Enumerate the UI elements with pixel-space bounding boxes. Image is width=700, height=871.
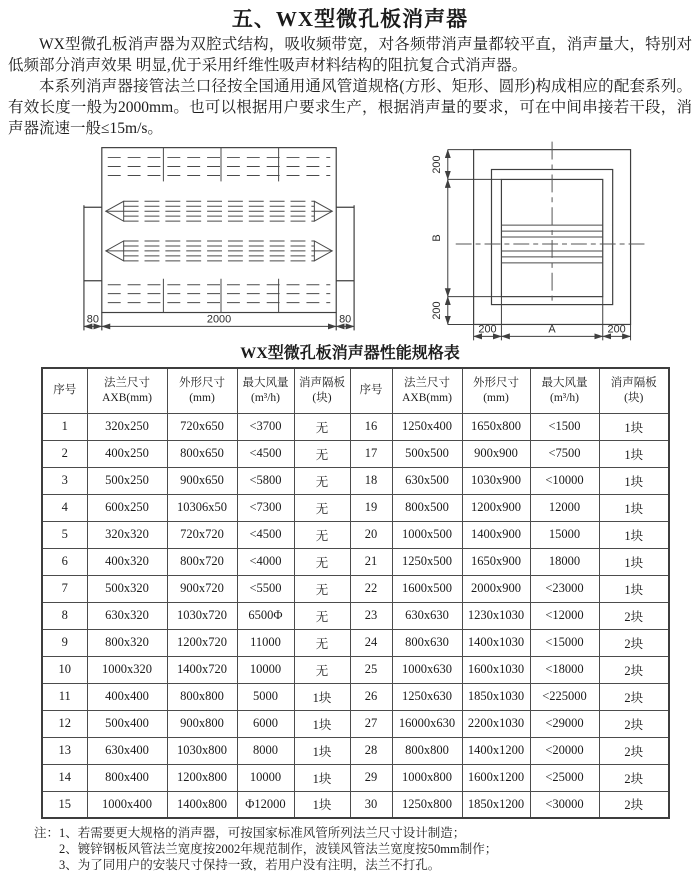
dim-label-length: 2000 xyxy=(206,313,232,326)
cell-max-flow: 6500Φ xyxy=(237,602,294,629)
cell-seq: 24 xyxy=(350,629,392,656)
spec-table-header-row xyxy=(42,368,669,413)
cell-seq: 12 xyxy=(42,710,87,737)
cell-baffle-count: 1块 xyxy=(599,548,669,575)
cell-outer-size: 900x650 xyxy=(167,467,237,494)
cell-seq: 27 xyxy=(350,710,392,737)
cell-flange-size: 1000x800 xyxy=(392,764,462,791)
cell-max-flow: 10000 xyxy=(237,764,294,791)
cell-flange-size: 630x400 xyxy=(87,737,167,764)
cell-baffle-count: 1块 xyxy=(294,683,350,710)
cell-baffle-count: 无 xyxy=(294,656,350,683)
side-view-diagram xyxy=(74,141,390,341)
cell-outer-size: 720x650 xyxy=(167,413,237,440)
cell-seq: 18 xyxy=(350,467,392,494)
cell-baffle-count: 2块 xyxy=(599,656,669,683)
cell-baffle-count: 1块 xyxy=(599,467,669,494)
cell-flange-size: 1250x500 xyxy=(392,548,462,575)
dim-label-top-margin: 200 xyxy=(430,155,443,174)
dim-label-height-B: B xyxy=(430,234,443,242)
spec-table-title: WX型微孔板消声器性能规格表 xyxy=(240,345,460,362)
cell-max-flow: <4000 xyxy=(237,548,294,575)
cell-outer-size: 1400x800 xyxy=(167,791,237,818)
cell-baffle-count: 2块 xyxy=(599,710,669,737)
cell-seq: 11 xyxy=(42,683,87,710)
cell-seq: 14 xyxy=(42,764,87,791)
header-baffle-left: 消声隔板 (块) xyxy=(294,368,350,413)
cell-flange-size: 1000x630 xyxy=(392,656,462,683)
spec-row xyxy=(42,602,669,629)
spec-row xyxy=(42,575,669,602)
dim-label-flange-left: 80 xyxy=(86,313,99,326)
cell-baffle-count: 1块 xyxy=(599,575,669,602)
cell-max-flow: <15000 xyxy=(530,629,599,656)
cell-baffle-count: 2块 xyxy=(599,683,669,710)
spec-row xyxy=(42,521,669,548)
cell-max-flow: <7300 xyxy=(237,494,294,521)
cell-seq: 9 xyxy=(42,629,87,656)
cell-seq: 17 xyxy=(350,440,392,467)
cell-outer-size: 1400x1030 xyxy=(462,629,530,656)
height-dimension-line xyxy=(448,150,502,325)
spec-row xyxy=(42,413,669,440)
cell-max-flow: <3700 xyxy=(237,413,294,440)
cell-outer-size: 900x720 xyxy=(167,575,237,602)
header-flow-left: 最大风量 (m³/h) xyxy=(237,368,294,413)
cell-baffle-count: 无 xyxy=(294,413,350,440)
cell-max-flow: <23000 xyxy=(530,575,599,602)
dim-label-flange-right: 80 xyxy=(339,313,352,326)
cell-flange-size: 500x500 xyxy=(392,440,462,467)
cell-flange-size: 1250x800 xyxy=(392,791,462,818)
dim-label-bottom-margin: 200 xyxy=(430,301,443,320)
spec-row xyxy=(42,440,669,467)
cell-max-flow: 8000 xyxy=(237,737,294,764)
cell-outer-size: 1200x800 xyxy=(167,764,237,791)
header-flange-left: 法兰尺寸 AXB(mm) xyxy=(87,368,167,413)
cell-baffle-count: 1块 xyxy=(294,710,350,737)
cell-flange-size: 320x320 xyxy=(87,521,167,548)
cell-max-flow: <5500 xyxy=(237,575,294,602)
cell-outer-size: 1030x720 xyxy=(167,602,237,629)
spec-row xyxy=(42,710,669,737)
cell-baffle-count: 2块 xyxy=(599,764,669,791)
cross-section-diagram xyxy=(416,141,692,345)
cell-seq: 4 xyxy=(42,494,87,521)
spec-row xyxy=(42,467,669,494)
cell-baffle-count: 1块 xyxy=(599,413,669,440)
cell-flange-size: 400x250 xyxy=(87,440,167,467)
cell-max-flow: <1500 xyxy=(530,413,599,440)
cell-outer-size: 900x900 xyxy=(462,440,530,467)
cell-max-flow: <4500 xyxy=(237,521,294,548)
centerlines xyxy=(456,142,649,303)
cell-max-flow: 10000 xyxy=(237,656,294,683)
spec-row xyxy=(42,764,669,791)
cell-flange-size: 16000x630 xyxy=(392,710,462,737)
cell-flange-size: 500x320 xyxy=(87,575,167,602)
cell-baffle-count: 无 xyxy=(294,467,350,494)
cell-flange-size: 500x400 xyxy=(87,710,167,737)
cell-max-flow: <10000 xyxy=(530,467,599,494)
header-flange-right: 法兰尺寸 AXB(mm) xyxy=(392,368,462,413)
cell-outer-size: 1850x1030 xyxy=(462,683,530,710)
cell-max-flow: <225000 xyxy=(530,683,599,710)
spec-row xyxy=(42,791,669,818)
cell-flange-size: 1000x400 xyxy=(87,791,167,818)
spec-row xyxy=(42,737,669,764)
cell-max-flow: <25000 xyxy=(530,764,599,791)
cell-max-flow: 11000 xyxy=(237,629,294,656)
cell-max-flow: <12000 xyxy=(530,602,599,629)
cell-max-flow: 18000 xyxy=(530,548,599,575)
cell-flange-size: 500x250 xyxy=(87,467,167,494)
cell-baffle-count: 无 xyxy=(294,629,350,656)
cell-baffle-count: 1块 xyxy=(599,494,669,521)
cell-outer-size: 1600x1030 xyxy=(462,656,530,683)
center-splitter-baffles xyxy=(106,201,332,261)
cell-outer-size: 1600x1200 xyxy=(462,764,530,791)
cell-seq: 8 xyxy=(42,602,87,629)
dim-label-left-margin: 200 xyxy=(478,323,497,336)
cell-flange-size: 800x320 xyxy=(87,629,167,656)
cell-seq: 15 xyxy=(42,791,87,818)
cell-max-flow: 12000 xyxy=(530,494,599,521)
cell-baffle-count: 1块 xyxy=(599,521,669,548)
cell-flange-size: 800x400 xyxy=(87,764,167,791)
cell-max-flow: Φ12000 xyxy=(237,791,294,818)
cell-outer-size: 2000x900 xyxy=(462,575,530,602)
spec-row xyxy=(42,629,669,656)
cell-flange-size: 800x800 xyxy=(392,737,462,764)
cell-seq: 16 xyxy=(350,413,392,440)
dim-label-right-margin: 200 xyxy=(607,323,626,336)
spec-row xyxy=(42,683,669,710)
cell-outer-size: 1230x1030 xyxy=(462,602,530,629)
header-baffle-right: 消声隔板 (块) xyxy=(599,368,669,413)
cell-outer-size: 800x800 xyxy=(167,683,237,710)
cell-flange-size: 800x630 xyxy=(392,629,462,656)
footnote-prefix: 注： xyxy=(34,826,60,840)
cell-outer-size: 800x720 xyxy=(167,548,237,575)
cell-seq: 6 xyxy=(42,548,87,575)
cell-baffle-count: 1块 xyxy=(599,440,669,467)
cell-flange-size: 320x250 xyxy=(87,413,167,440)
cell-outer-size: 10306x50 xyxy=(167,494,237,521)
cell-flange-size: 630x630 xyxy=(392,602,462,629)
footnotes xyxy=(34,825,692,871)
cell-max-flow: <5800 xyxy=(237,467,294,494)
cell-max-flow: <4500 xyxy=(237,440,294,467)
cell-max-flow: <18000 xyxy=(530,656,599,683)
cell-max-flow: <20000 xyxy=(530,737,599,764)
cell-max-flow: <7500 xyxy=(530,440,599,467)
intro-paragraph-2: 本系列消声器接管法兰口径按全国通用通风管道规格(方形、矩形、圆形)构成相应的配套系列。有效长度一般为2000mm。也可以根据用户要求生产，根据消声量的要求，可在中间串接若干段，消声器流速一般≤15m/s。 xyxy=(8,78,692,137)
cell-outer-size: 1030x900 xyxy=(462,467,530,494)
spec-table xyxy=(41,367,670,819)
cell-outer-size: 1650x900 xyxy=(462,548,530,575)
cell-max-flow: <29000 xyxy=(530,710,599,737)
intro-text xyxy=(8,34,692,139)
cell-max-flow: 15000 xyxy=(530,521,599,548)
cell-baffle-count: 无 xyxy=(294,548,350,575)
cell-seq: 7 xyxy=(42,575,87,602)
footnote-2: 2、镀锌钢板风管法兰宽度按2002年规范制作，波镁风管法兰宽度按50mm制作； xyxy=(59,842,498,856)
cell-outer-size: 1650x800 xyxy=(462,413,530,440)
cell-baffle-count: 无 xyxy=(294,440,350,467)
cell-baffle-count: 2块 xyxy=(599,737,669,764)
cell-baffle-count: 无 xyxy=(294,602,350,629)
header-outer-left: 外形尺寸 (mm) xyxy=(167,368,237,413)
cell-seq: 1 xyxy=(42,413,87,440)
technical-drawings xyxy=(74,141,692,343)
header-flow-right: 最大风量 (m³/h) xyxy=(530,368,599,413)
cell-outer-size: 1400x720 xyxy=(167,656,237,683)
cell-seq: 2 xyxy=(42,440,87,467)
cell-flange-size: 1250x630 xyxy=(392,683,462,710)
footnote-1: 注：1、若需要更大规格的消声器，可按国家标准风管所列法兰尺寸设计制造； xyxy=(34,826,466,840)
header-outer-right: 外形尺寸 (mm) xyxy=(462,368,530,413)
cell-baffle-count: 2块 xyxy=(599,791,669,818)
footnote-3: 3、为了同用户的安装尺寸保持一致，若用户没有注明，法兰不打孔。 xyxy=(59,858,441,871)
cell-flange-size: 800x500 xyxy=(392,494,462,521)
cell-seq: 19 xyxy=(350,494,392,521)
cell-seq: 22 xyxy=(350,575,392,602)
cell-seq: 28 xyxy=(350,737,392,764)
cell-baffle-count: 2块 xyxy=(599,629,669,656)
cell-flange-size: 1250x400 xyxy=(392,413,462,440)
cell-baffle-count: 1块 xyxy=(294,737,350,764)
wall-baffle-panels xyxy=(108,148,330,313)
cell-seq: 30 xyxy=(350,791,392,818)
spec-row xyxy=(42,656,669,683)
cell-outer-size: 2200x1030 xyxy=(462,710,530,737)
spec-row xyxy=(42,494,669,521)
cell-seq: 13 xyxy=(42,737,87,764)
cell-baffle-count: 无 xyxy=(294,494,350,521)
header-seq-left: 序号 xyxy=(42,368,87,413)
cell-seq: 3 xyxy=(42,467,87,494)
cell-outer-size: 720x720 xyxy=(167,521,237,548)
cell-baffle-count: 无 xyxy=(294,521,350,548)
cell-baffle-count: 1块 xyxy=(294,791,350,818)
spec-row xyxy=(42,548,669,575)
cell-seq: 20 xyxy=(350,521,392,548)
cell-outer-size: 1030x800 xyxy=(167,737,237,764)
cell-flange-size: 600x250 xyxy=(87,494,167,521)
cell-flange-size: 1000x320 xyxy=(87,656,167,683)
cell-outer-size: 1200x720 xyxy=(167,629,237,656)
cell-seq: 10 xyxy=(42,656,87,683)
cell-outer-size: 900x800 xyxy=(167,710,237,737)
cell-flange-size: 630x320 xyxy=(87,602,167,629)
intro-paragraph-1: WX型微孔板消声器为双腔式结构，吸收频带宽，对各频带消声量都较平直，消声量大，特别对低频部分消声效果 明显,优于采用纤维性吸声材料结构的阻抗复合式消声器。 xyxy=(8,36,692,74)
cell-baffle-count: 无 xyxy=(294,575,350,602)
cell-outer-size: 1400x900 xyxy=(462,521,530,548)
cell-flange-size: 1000x500 xyxy=(392,521,462,548)
cell-seq: 21 xyxy=(350,548,392,575)
cell-flange-size: 400x400 xyxy=(87,683,167,710)
cell-flange-size: 400x320 xyxy=(87,548,167,575)
cell-outer-size: 800x650 xyxy=(167,440,237,467)
cell-flange-size: 630x500 xyxy=(392,467,462,494)
cell-seq: 5 xyxy=(42,521,87,548)
cell-flange-size: 1600x500 xyxy=(392,575,462,602)
dim-label-width-A: A xyxy=(548,323,556,336)
cell-baffle-count: 2块 xyxy=(599,602,669,629)
page-title: 五、WX型微孔板消声器 xyxy=(231,7,469,31)
cell-outer-size: 1200x900 xyxy=(462,494,530,521)
cell-seq: 26 xyxy=(350,683,392,710)
spec-table-body xyxy=(42,413,669,818)
cell-baffle-count: 1块 xyxy=(294,764,350,791)
cell-max-flow: <30000 xyxy=(530,791,599,818)
cell-outer-size: 1400x1200 xyxy=(462,737,530,764)
header-seq-right: 序号 xyxy=(350,368,392,413)
cell-max-flow: 5000 xyxy=(237,683,294,710)
cell-max-flow: 6000 xyxy=(237,710,294,737)
cell-seq: 25 xyxy=(350,656,392,683)
cell-seq: 29 xyxy=(350,764,392,791)
cell-outer-size: 1850x1200 xyxy=(462,791,530,818)
cell-seq: 23 xyxy=(350,602,392,629)
